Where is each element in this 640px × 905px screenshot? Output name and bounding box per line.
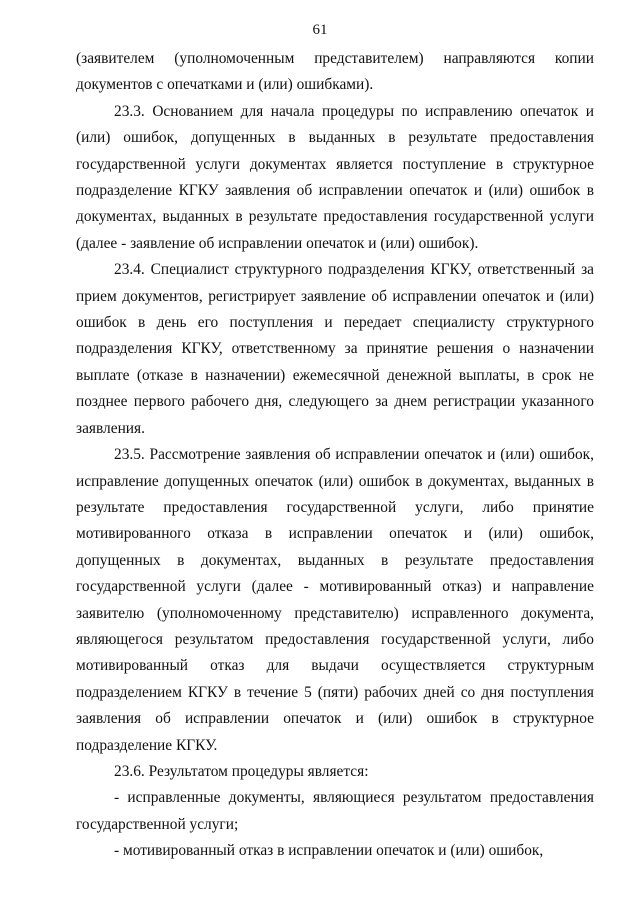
paragraph-23-3: 23.3. Основанием для начала процедуры по исправлению опечаток и (или) ошибок, допущенных в выданных в результате предоставления государственной услуги документах является поступление в структурное подразделение КГКУ заявления об исправлении опечаток и (или) ошибок в документах, выданных в результате предоставления государственной услуги (далее - заявление об исправлении опечаток и (или) ошибок). bbox=[76, 102, 594, 252]
paragraph-23-6: 23.6. Результатом процедуры является: bbox=[114, 762, 369, 780]
paragraph-23-5: 23.5. Рассмотрение заявления об исправлении опечаток и (или) ошибок, исправление допущенных опечаток (или) ошибок в документах, выданных в результате предоставления государственной услуги, либо принятие мотивированного отказа в исправлении опечаток и (или) ошибок, допущенных в документах, выданных в результате предоставления государственной услуги (далее - мотивированный отказ) и направление заявителю (уполномоченному представителю) исправленного документа, являющегося результатом предоставления государственной услуги, либо мотивированный отказ для выдачи осуществляется структурным подразделением КГКУ в течение 5 (пяти) рабочих дней со дня поступления заявления об исправлении опечаток и (или) ошибок в структурное подразделение КГКУ. bbox=[76, 446, 594, 754]
page-number: 61 bbox=[312, 22, 328, 38]
paragraph-23-4: 23.4. Специалист структурного подразделения КГКУ, ответственный за прием документов, регистрирует заявление об исправлении опечаток и (или) ошибок в день его поступления и передает специалисту структурного подразделения КГКУ, ответственному за принятие решения о назначении выплате (отказе в назначении) ежемесячной денежной выплаты, в срок не позднее первого рабочего дня, следующего за днем регистрации указанного заявления. bbox=[76, 261, 594, 437]
document-body bbox=[76, 46, 594, 865]
list-item-motivated-refusal: - мотивированный отказ в исправлении опечаток и (или) ошибок, bbox=[114, 842, 544, 860]
paragraph-continuation: (заявителем (уполномоченным представителем) направляются копии документов с опечатками и (или) ошибками). bbox=[76, 50, 594, 94]
list-item-corrected-documents: - исправленные документы, являющиеся результатом предоставления государственной услуги; bbox=[76, 789, 594, 833]
